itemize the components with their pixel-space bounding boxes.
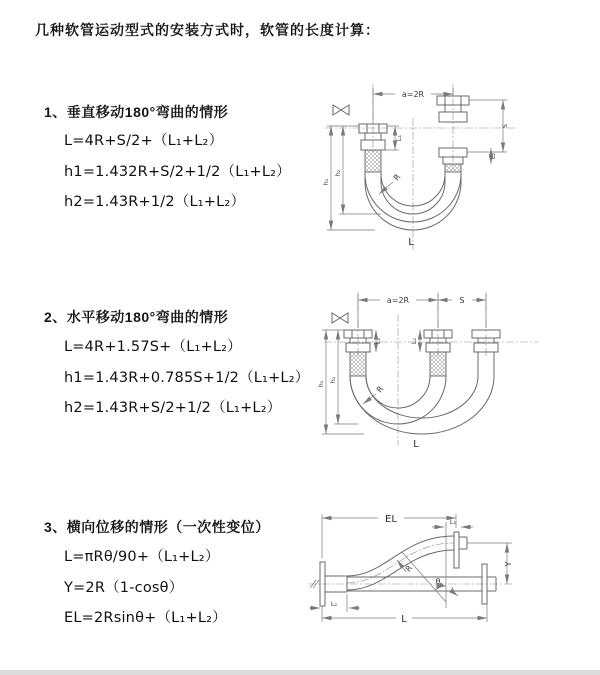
dim-label-el: EL: [385, 514, 397, 525]
dim-label-l2: L₂: [489, 152, 497, 160]
dim-label-l-total: L: [408, 237, 414, 248]
section-3-formulas: [64, 548, 227, 640]
dim-label-h2: h₂: [334, 169, 342, 177]
formula-line: L=πRθ/90+（L₁+L₂）: [64, 549, 220, 565]
page-bottom-edge: [0, 670, 600, 675]
formula-line: h1=1.43R+0.785S+1/2（L₁+L₂）: [64, 369, 310, 386]
dimension-l1: [374, 330, 382, 352]
formula-line: L=4R+1.57S+（L₁+L₂）: [64, 339, 242, 355]
dimension-h1: [317, 330, 364, 434]
dim-label-l: L: [401, 614, 407, 625]
centerlines: [308, 543, 514, 588]
hose-u-bends: [350, 376, 494, 434]
section-2-formulas: [64, 338, 309, 430]
formula-line: Y=2R（1-cosθ）: [64, 579, 184, 596]
dimension-l1: [385, 126, 403, 150]
dimension-l2: [309, 594, 360, 612]
page-title: 几种软管运动型式的安装方式时，软管的长度计算：: [35, 22, 380, 38]
dim-label-l-total: L: [413, 439, 419, 450]
valve-icon: [332, 313, 348, 323]
centerlines: [325, 84, 515, 250]
diagram-horizontal-180-bend: [316, 284, 545, 452]
dim-label-y: Y: [504, 561, 513, 567]
dimension-h2: [329, 330, 358, 424]
section-3-heading: 3、横向位移的情形（一次性变位）: [44, 519, 270, 535]
dimension-top-span: [358, 294, 486, 328]
dim-label-l1: L₁: [395, 134, 403, 142]
formula-line: h1=1.432R+S/2+1/2（L₁+L₂）: [64, 163, 291, 180]
dimension-el: [322, 514, 456, 558]
dim-label-s: S: [459, 296, 465, 305]
dim-label-span: a=2R: [386, 296, 410, 305]
left-fitting: [359, 124, 387, 182]
dim-label-r: R: [391, 172, 403, 183]
dimension-l2: [410, 330, 420, 352]
formula-line: L=4R+S/2+（L₁+L₂）: [64, 133, 224, 149]
dim-label-s: S: [501, 123, 509, 129]
dim-label-h2: h₂: [329, 376, 337, 384]
dim-label-l1: L₁: [374, 337, 382, 345]
diagram-lateral-displacement: [306, 506, 564, 654]
formula-line: EL=2Rsinθ+（L₁+L₂）: [64, 610, 227, 626]
dimension-y: [467, 543, 513, 584]
diagram-vertical-180-bend: [315, 78, 525, 253]
section-2-heading: 2、水平移动180°弯曲的情形: [44, 309, 229, 325]
right-fitting-lower: [439, 148, 467, 182]
dimension-l2: [489, 148, 497, 164]
dim-label-h1: h₁: [322, 178, 330, 186]
dimension-l1: [432, 518, 473, 608]
dim-label-theta: θ: [435, 577, 441, 586]
dim-label-r: R: [374, 384, 386, 395]
dim-label-span: a=2R: [401, 90, 425, 99]
dim-label-l2: L₂: [330, 600, 338, 608]
radius-leader: [363, 384, 386, 404]
dimension-s: [467, 100, 509, 152]
upper-flange: [454, 532, 467, 568]
formula-line: h2=1.43R+S/2+1/2（L₁+L₂）: [64, 400, 282, 416]
dim-label-h1: h₁: [317, 380, 325, 388]
dim-label-l2: L₂: [410, 337, 418, 345]
valve-icon: [333, 105, 349, 115]
section-1-heading: 1、垂直移动180°弯曲的情形: [44, 104, 229, 120]
dim-label-r: R: [403, 563, 415, 574]
formula-line: h2=1.43R+1/2（L₁+L₂）: [64, 194, 246, 210]
dim-label-l1: L₁: [449, 518, 457, 526]
dimension-h1: [322, 126, 375, 230]
section-1-formulas: [64, 132, 291, 224]
